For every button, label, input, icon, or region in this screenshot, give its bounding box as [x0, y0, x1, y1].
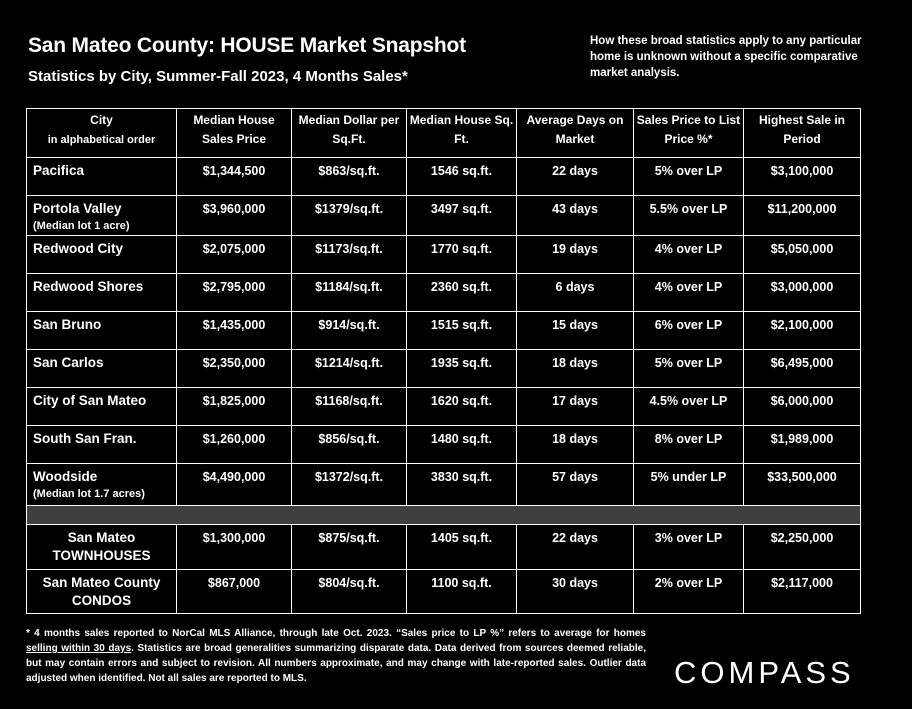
cell-sqft: 3830 sq.ft.	[407, 464, 517, 506]
header-highest-sale: Highest Sale in Period	[744, 109, 861, 158]
table-row	[27, 426, 861, 464]
cell-days-on-market: 19 days	[517, 236, 634, 274]
footnote-part2: . Statistics are broad generalities summarizing disparate data. Data derived from sources deemed reliable, but may contain errors and subject to revision. All numbers approximate, and may change with late-reported sales. Outlier data adjusted when identified. Not all sales are reported to MLS.	[26, 643, 646, 684]
cell-dollar-per-sqft: $1168/sq.ft.	[292, 388, 407, 426]
cell-days-on-market: 30 days	[517, 570, 634, 614]
city-sublabel: (Median lot 1 acre)	[33, 220, 130, 232]
table-row	[27, 196, 861, 236]
cell-dollar-per-sqft: $863/sq.ft.	[292, 158, 407, 196]
header-city-label: City	[90, 113, 113, 127]
cell-dollar-per-sqft: $856/sq.ft.	[292, 426, 407, 464]
cell-sqft: 3497 sq.ft.	[407, 196, 517, 236]
cell-sales-to-list: 5% over LP	[634, 350, 744, 388]
cell-highest-sale: $2,250,000	[744, 525, 861, 570]
cell-sales-to-list: 3% over LP	[634, 525, 744, 570]
header-price: Median House Sales Price	[177, 109, 292, 158]
cell-dollar-per-sqft: $875/sq.ft.	[292, 525, 407, 570]
city-name: San Mateo County	[42, 575, 161, 590]
cell-highest-sale: $2,117,000	[744, 570, 861, 614]
header-city-sublabel: in alphabetical order	[47, 134, 156, 146]
cell-days-on-market: 43 days	[517, 196, 634, 236]
cell-sqft: 1770 sq.ft.	[407, 236, 517, 274]
cell-city	[27, 312, 177, 350]
cell-days-on-market: 17 days	[517, 388, 634, 426]
city-name: San Mateo	[67, 530, 136, 545]
table-row	[27, 525, 861, 570]
city-name: Portola Valley	[33, 201, 122, 216]
footnote	[26, 626, 646, 686]
cell-city	[27, 464, 177, 506]
cell-days-on-market: 6 days	[517, 274, 634, 312]
cell-dollar-per-sqft: $804/sq.ft.	[292, 570, 407, 614]
cell-price: $3,960,000	[177, 196, 292, 236]
cell-city	[27, 388, 177, 426]
cell-price: $4,490,000	[177, 464, 292, 506]
cell-sales-to-list: 5.5% over LP	[634, 196, 744, 236]
cell-price: $1,435,000	[177, 312, 292, 350]
cell-highest-sale: $6,000,000	[744, 388, 861, 426]
table-row	[27, 312, 861, 350]
cell-price: $2,075,000	[177, 236, 292, 274]
city-sublabel: TOWNHOUSES	[52, 548, 151, 563]
cell-dollar-per-sqft: $1214/sq.ft.	[292, 350, 407, 388]
cell-days-on-market: 22 days	[517, 158, 634, 196]
cell-sqft: 1620 sq.ft.	[407, 388, 517, 426]
city-name: San Carlos	[33, 355, 104, 370]
city-name: Woodside	[33, 469, 98, 484]
cell-city	[27, 570, 177, 614]
cell-price: $1,825,000	[177, 388, 292, 426]
table-row	[27, 350, 861, 388]
cell-price: $867,000	[177, 570, 292, 614]
cell-price: $2,350,000	[177, 350, 292, 388]
cell-sqft: 1405 sq.ft.	[407, 525, 517, 570]
cell-sqft: 1546 sq.ft.	[407, 158, 517, 196]
cell-days-on-market: 18 days	[517, 426, 634, 464]
cell-highest-sale: $33,500,000	[744, 464, 861, 506]
city-name: Redwood Shores	[33, 279, 144, 294]
cell-sqft: 1935 sq.ft.	[407, 350, 517, 388]
table-row	[27, 158, 861, 196]
header-city	[27, 109, 177, 158]
cell-city	[27, 350, 177, 388]
cell-sales-to-list: 4% over LP	[634, 274, 744, 312]
cell-city	[27, 274, 177, 312]
cell-highest-sale: $1,989,000	[744, 426, 861, 464]
city-name: Pacifica	[33, 163, 85, 178]
cell-city	[27, 158, 177, 196]
city-sublabel: (Median lot 1.7 acres)	[33, 488, 145, 500]
cell-days-on-market: 15 days	[517, 312, 634, 350]
city-name: City of San Mateo	[33, 393, 147, 408]
cell-highest-sale: $5,050,000	[744, 236, 861, 274]
city-name: South San Fran.	[33, 431, 137, 446]
city-name: Redwood City	[33, 241, 123, 256]
page-title: San Mateo County: HOUSE Market Snapshot	[28, 34, 466, 57]
section-separator	[27, 506, 861, 525]
cell-highest-sale: $11,200,000	[744, 196, 861, 236]
cell-dollar-per-sqft: $1184/sq.ft.	[292, 274, 407, 312]
cell-sales-to-list: 5% under LP	[634, 464, 744, 506]
cell-days-on-market: 18 days	[517, 350, 634, 388]
cell-highest-sale: $3,100,000	[744, 158, 861, 196]
table-row	[27, 274, 861, 312]
city-name: San Bruno	[33, 317, 102, 332]
disclaimer-note: How these broad statistics apply to any particular home is unknown without a specific comparative market analysis.	[590, 35, 862, 79]
cell-sales-to-list: 4.5% over LP	[634, 388, 744, 426]
compass-logo: COMPASS	[674, 655, 855, 690]
cell-price: $1,344,500	[177, 158, 292, 196]
header-sales-to-list: Sales Price to List Price %*	[634, 109, 744, 158]
cell-city	[27, 426, 177, 464]
city-rows	[27, 158, 861, 506]
header-days-on-market: Average Days on Market	[517, 109, 634, 158]
table-row	[27, 464, 861, 506]
cell-highest-sale: $3,000,000	[744, 274, 861, 312]
cell-sales-to-list: 5% over LP	[634, 158, 744, 196]
townhouse-condo-rows	[27, 525, 861, 614]
cell-price: $1,260,000	[177, 426, 292, 464]
cell-dollar-per-sqft: $1379/sq.ft.	[292, 196, 407, 236]
cell-city	[27, 525, 177, 570]
cell-sqft: 1480 sq.ft.	[407, 426, 517, 464]
cell-sales-to-list: 8% over LP	[634, 426, 744, 464]
cell-sales-to-list: 4% over LP	[634, 236, 744, 274]
cell-days-on-market: 57 days	[517, 464, 634, 506]
cell-highest-sale: $2,100,000	[744, 312, 861, 350]
header-sqft: Median House Sq. Ft.	[407, 109, 517, 158]
footnote-underlined: selling within 30 days	[26, 643, 132, 654]
cell-price: $1,300,000	[177, 525, 292, 570]
table-row	[27, 388, 861, 426]
cell-sales-to-list: 2% over LP	[634, 570, 744, 614]
cell-sqft: 1100 sq.ft.	[407, 570, 517, 614]
table-row	[27, 570, 861, 614]
table-row	[27, 236, 861, 274]
cell-dollar-per-sqft: $914/sq.ft.	[292, 312, 407, 350]
cell-dollar-per-sqft: $1173/sq.ft.	[292, 236, 407, 274]
cell-city	[27, 236, 177, 274]
cell-sqft: 1515 sq.ft.	[407, 312, 517, 350]
cell-price: $2,795,000	[177, 274, 292, 312]
cell-sqft: 2360 sq.ft.	[407, 274, 517, 312]
cell-days-on-market: 22 days	[517, 525, 634, 570]
page-subtitle: Statistics by City, Summer-Fall 2023, 4 Months Sales*	[28, 68, 408, 85]
header-dollar-per-sqft: Median Dollar per Sq.Ft.	[292, 109, 407, 158]
cell-city	[27, 196, 177, 236]
city-sublabel: CONDOS	[71, 593, 132, 608]
header-row	[27, 109, 861, 158]
footnote-part1: * 4 months sales reported to NorCal MLS Alliance, through late Oct. 2023. “Sales price to LP %” refers to average for homes	[26, 628, 646, 639]
market-snapshot-table	[26, 108, 861, 614]
cell-sales-to-list: 6% over LP	[634, 312, 744, 350]
cell-highest-sale: $6,495,000	[744, 350, 861, 388]
cell-dollar-per-sqft: $1372/sq.ft.	[292, 464, 407, 506]
